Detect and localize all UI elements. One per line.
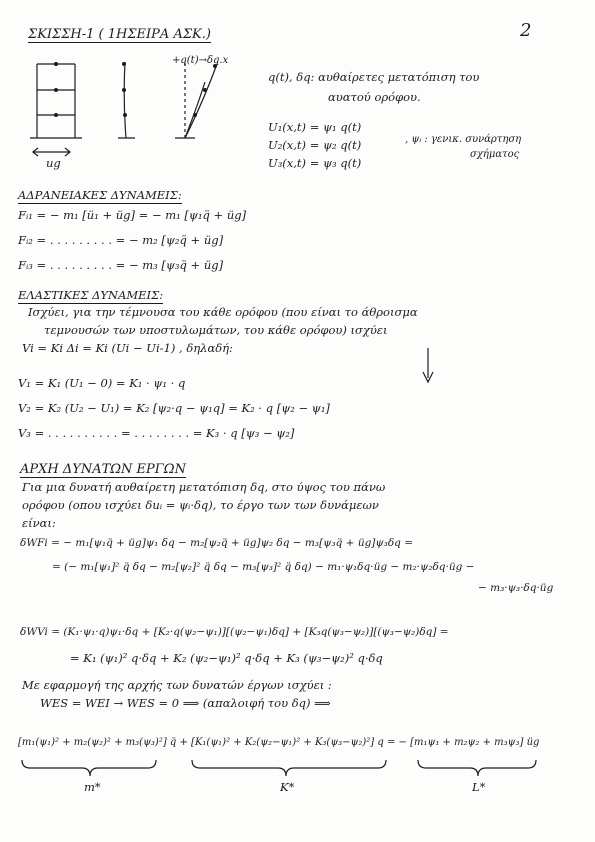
inertia-f3: Fᵢ₃ = . . . . . . . . . = − m₃ [ψ₃q̈ + üg]: [18, 258, 224, 272]
m-star: m*: [84, 780, 101, 794]
elastic-v1: V₁ = K₁ (U₁ − 0) = K₁ · ψ₁ · q: [18, 376, 186, 390]
k-star: K*: [280, 780, 295, 794]
elastic-line-2: τεμνουσών των υποστυλωμάτων, του κάθε ορόφου) ισχύει: [44, 323, 388, 337]
page-title: ΣΚΙΣΣΗ-1 ( 1ΗΣΕΙΡΑ ΑΣΚ.): [28, 27, 211, 42]
intro-line-1: q(t), δq: αυθαίρετες μετατόπιση του: [268, 70, 480, 84]
elastic-v2: V₂ = K₂ (U₂ − U₁) = K₂ [ψ₂·q − ψ₁q] = K₂ · q [ψ₂ − ψ₁]: [18, 401, 330, 415]
vw-line-4: Με εφαρμογή της αρχής των δυνατών έργων ισχύει :: [22, 678, 332, 692]
vw-line-1: Για μια δυνατή αυθαίρετη μετατόπιση δq, στο ύψος του πάνω: [22, 480, 386, 494]
psi-note-2: σχήματος: [470, 149, 520, 160]
arrow-down-icon: [420, 348, 436, 384]
ground-label: ug: [46, 156, 61, 170]
elastic-v3: V₃ = . . . . . . . . . . = . . . . . . . . = K₃ · q [ψ₃ − ψ₂]: [18, 426, 295, 440]
virtual-work-heading: ΑΡΧΗ ΔΥΝΑΤΩΝ ΕΡΓΩΝ: [20, 462, 186, 477]
u1-eq: U₁(x,t) = ψ₁ q(t): [268, 120, 362, 134]
vw-line-2: ορόφου (οπου ισχύει δuᵢ = ψᵢ·δq), το έργο των των δυνάμεων: [22, 498, 379, 512]
intro-line-2: αυατού ορόφου.: [328, 90, 421, 104]
u3-eq: U₃(x,t) = ψ₃ q(t): [268, 156, 362, 170]
psi-note-1: , ψᵢ : γενικ. συνάρτηση: [405, 134, 522, 145]
equation-of-motion: [m₁(ψ₁)² + m₂(ψ₂)² + m₃(ψ₃)²] q̈ + [K₁(ψ₁)² + K₂(ψ₂−ψ₁)² + K₃(ψ₃−ψ₂)²] q = − [m₁ψ₁ + m₂ψ₂ + m₃ψ₃] üg: [18, 737, 540, 748]
vw-line-5: WES = WEΙ → WES = 0 ⟹ (απαλοιφή του δq) ⟹: [40, 696, 331, 710]
frame-sketch: [25, 52, 265, 172]
elastic-line-1: Ισχύει, για την τέμνουσα του κάθε ορόφου (που είναι το άθροισμα: [28, 305, 418, 319]
elastic-heading: ΕΛΑΣΤΙΚΕΣ ΔΥΝΑΜΕΙΣ:: [18, 288, 164, 302]
inertia-f1: Fᵢ₁ = − m₁ [ü₁ + üg] = − m₁ [ψ₁q̈ + üg]: [18, 208, 247, 222]
sketch-top-label: +q(t)→δq.x: [172, 55, 229, 66]
inertia-heading: ΑΔΡΑΝΕΙΑΚΕΣ ΔΥΝΑΜΕΙΣ:: [18, 188, 182, 202]
elastic-vi: Vi = Ki Δi = Ki (Ui − Ui-1) , δηλαδή:: [22, 341, 233, 355]
wvi-line-2: = K₁ (ψ₁)² q·δq + K₂ (ψ₂−ψ₁)² q·δq + K₃ (ψ₃−ψ₂)² q·δq: [70, 651, 383, 665]
inertia-f2: Fᵢ₂ = . . . . . . . . . = − m₂ [ψ₂q̈ + üg]: [18, 233, 224, 247]
wfi-line-2: = (− m₁[ψ₁]² q̈ δq − m₂[ψ₂]² q̈ δq − m₃[ψ₃]² q̈ δq) − m₁·ψ₁δq·üg − m₂·ψ₂δq·üg −: [52, 561, 475, 573]
page-number: 2: [520, 20, 532, 41]
l-star: L*: [472, 780, 486, 794]
u2-eq: U₂(x,t) = ψ₂ q(t): [268, 138, 362, 152]
wfi-line-1: δWFi = − m₁[ψ₁q̈ + üg]ψ₁ δq − m₂[ψ₂q̈ + üg]ψ₂ δq − m₃[ψ₃q̈ + üg]ψ₃δq =: [20, 537, 414, 549]
vw-line-3: είναι:: [22, 516, 56, 530]
wfi-line-3: − m₃·ψ₃·δq·üg: [478, 582, 554, 594]
wvi-line-1: δWVi = (K₁·ψ₁·q)ψ₁·δq + [K₂·q(ψ₂−ψ₁)][(ψ₂−ψ₁)δq] + [K₃q(ψ₃−ψ₂)][(ψ₃−ψ₂)δq] =: [20, 626, 449, 638]
